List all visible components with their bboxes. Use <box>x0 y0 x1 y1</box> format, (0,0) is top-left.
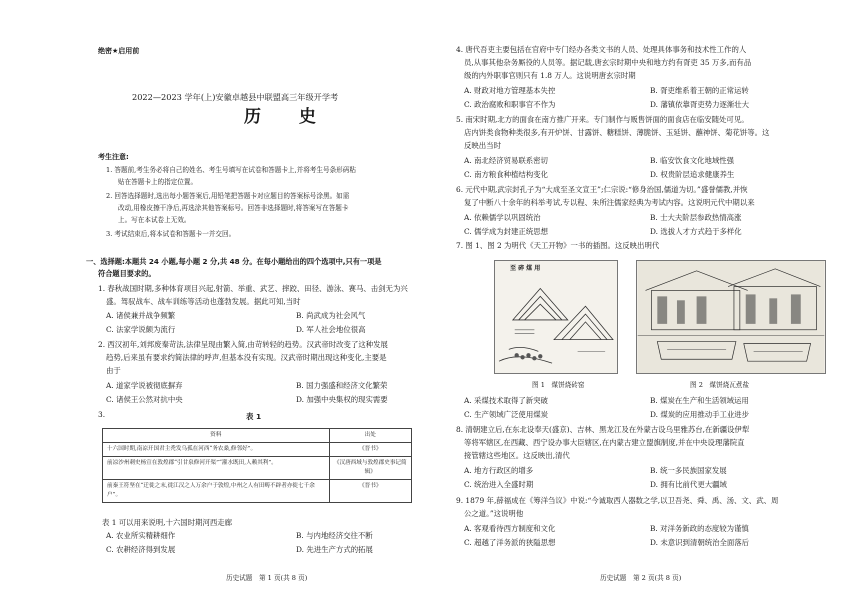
question-7-option-b[interactable]: B. 煤炭在生产和生活领域运用 <box>650 396 749 405</box>
question-3-number: 3. <box>98 410 106 419</box>
notice-line: 上。写在本试卷上无效。 <box>118 216 191 224</box>
question-8-option-c[interactable]: C. 统治进入全盛时期 <box>464 480 534 489</box>
question-7-stem: 7. 图 1、图 2 为明代《天工开物》一书的插图。这反映出明代 <box>456 241 660 250</box>
notice-line: 3. 考试结束后,将本试卷和答题卡一并交回。 <box>106 230 236 238</box>
secret-label: 绝密★启用前 <box>98 47 140 55</box>
table-cell: 《汉唐西域与敦煌郡史事记简辑》 <box>333 460 407 475</box>
question-1-option-c[interactable]: C. 法家学说颇为流行 <box>106 325 176 334</box>
table-cell: 《晋书》 <box>359 446 382 452</box>
notice-line: 2. 回答选择题时,选出每小题答案后,用铅笔把答题卡对应题目的答案标号涂黑。如需 <box>106 192 350 200</box>
question-3-option-a[interactable]: A. 农业所实精耕细作 <box>106 531 176 540</box>
question-5-stem: 店内饼类食物种类很多,有开炉饼、甘露饼、糖糕饼、薄脆饼、玉延饼、蘸神饼、菊花饼等。这 <box>464 128 770 137</box>
question-8-option-d[interactable]: D. 拥有比前代更大疆域 <box>650 480 727 489</box>
notice-line: 贴在答题卡上的指定位置。 <box>118 178 198 186</box>
table-header-cell: 出处 <box>364 432 376 438</box>
question-4-option-c[interactable]: C. 政治腐败和职事官不作为 <box>464 100 556 109</box>
kiln-illustration <box>495 261 617 373</box>
figure-1-title: 至 碎 煤 用 <box>510 265 541 272</box>
question-1-option-a[interactable]: A. 诸侯兼并战争频繁 <box>106 311 176 320</box>
question-9-stem: 公之道。”这说明他 <box>464 509 524 518</box>
question-1-stem: 盛。驾驭战车、战车训练等活动也蓬勃发展。据此可知,当时 <box>106 297 301 306</box>
table-row <box>103 442 411 456</box>
question-5-stem: 5. 南宋时期,北方的面食在南方推广开来。专门制作与贩售饼面的面食店在临安随处可见。 <box>456 115 749 124</box>
question-8-option-b[interactable]: B. 统一多民族国家发展 <box>650 466 727 475</box>
subject-title: 历 史 <box>244 107 332 127</box>
question-8-stem: 等将军辖区,在西藏、西宁设办事大臣辖区,在内蒙古建立盟旗制度,并在中央设理藩院直 <box>464 438 745 447</box>
question-5-option-d[interactable]: D. 权贵阶层追求健康养生 <box>650 170 735 179</box>
question-1-stem: 1. 春秋战国时期,多种体育项目兴起,射箭、举重、武艺、摔跤、田径、游泳、赛马、击剑无为兴 <box>98 284 408 293</box>
question-4-stem: 级的内外职事官则只有 1.8 万人。这说明唐玄宗时期 <box>464 71 636 80</box>
question-9-option-d[interactable]: D. 未意识到清朝统治全面落后 <box>650 538 750 547</box>
question-4-stem: 员,从事其他杂务厮役的人员等。据记载,唐玄宗时期中央和地方约有胥吏 35 万多,而有品 <box>464 58 752 67</box>
question-4-stem: 4. 唐代吾吏主要包括在官府中专门经办各类文书的人员、处理具体事务和技术性工作的人 <box>456 45 747 54</box>
notice-title: 考生注意: <box>98 153 129 161</box>
question-6-option-a[interactable]: A. 依赖儒学以巩固统治 <box>464 213 541 222</box>
question-1-option-b[interactable]: B. 尚武成为社会风气 <box>296 311 366 320</box>
table-cell: 《晋书》 <box>359 483 382 489</box>
question-2-option-d[interactable]: D. 加强中央集权的现实需要 <box>296 395 388 404</box>
question-8-option-a[interactable]: A. 地方行政区的增多 <box>464 466 534 475</box>
question-9-option-a[interactable]: A. 客观看待西方制度和文化 <box>464 524 556 533</box>
figure-2-caption: 图 2 煤饼烧瓦煮盐 <box>690 381 750 389</box>
question-2-option-a[interactable]: A. 道家学说被彻底摒弃 <box>106 381 183 390</box>
question-2-option-c[interactable]: C. 诸侯王公然对抗中央 <box>106 395 183 404</box>
question-3-stem: 表 1 可以用来说明,十六国时期河西走廊 <box>102 518 233 527</box>
page-footer: 历史试题 第 2 页(共 8 页) <box>600 574 682 582</box>
question-6-option-c[interactable]: C. 儒学成为封建正统思想 <box>464 227 548 236</box>
question-2-stem: 趋势,后来虽有要求约简法律的呼声,但基本没有实现。汉武帝时期出现这种变化,主要是 <box>106 353 387 362</box>
table-title: 表 1 <box>246 412 262 421</box>
question-6-option-b[interactable]: B. 士大夫阶层参政热情高涨 <box>650 213 742 222</box>
question-3-option-b[interactable]: B. 与内地经济交往不断 <box>296 531 373 540</box>
question-9-option-b[interactable]: B. 对洋务新政的态度较为谨慎 <box>650 524 749 533</box>
figure-2-illustration <box>636 260 826 374</box>
figure-1-caption: 图 1 煤饼烧砖窑 <box>532 381 585 389</box>
question-5-option-c[interactable]: C. 南方粮食种植结构变化 <box>464 170 548 179</box>
question-7-option-c[interactable]: C. 生产领域广泛使用煤炭 <box>464 410 548 419</box>
question-3-option-d[interactable]: D. 先进生产方式的拓展 <box>296 545 373 554</box>
table-row <box>103 456 411 479</box>
question-3-option-c[interactable]: C. 农耕经济得到发展 <box>106 545 176 554</box>
question-8-stem: 8. 清朝建立后,在东北设奉天(盛京)、吉林、黑龙江及在外蒙古设乌里雅苏台,在新疆设伊犁 <box>456 425 750 434</box>
salt-boiling-illustration <box>637 261 825 373</box>
section-title-cont: 符合题目要求的。 <box>98 269 156 278</box>
question-1-option-d[interactable]: D. 军人社会地位很高 <box>296 325 366 334</box>
page-footer: 历史试题 第 1 页(共 8 页) <box>226 574 308 582</box>
table-row <box>103 479 411 502</box>
figure-1-illustration <box>494 260 618 374</box>
question-4-option-a[interactable]: A. 财政对地方管理基本失控 <box>464 86 556 95</box>
right-page <box>430 0 860 608</box>
question-6-stem: 复了中断八十余年的科举考试,专以程、朱所注儒家经典为考试内容。这说明元代中期以来 <box>464 198 755 207</box>
question-5-option-b[interactable]: B. 临安饮食文化地域性强 <box>650 156 735 165</box>
question-8-stem: 接管辖这些地区。这反映出,清代 <box>464 451 570 460</box>
table-cell: 前秦王符坚在“迁徙之末,徙江汉之人万余户于敦煌,中州之人有田畴不辟者亦徙七千余户”。 <box>103 480 330 502</box>
question-7-option-a[interactable]: A. 采煤技术取得了新突破 <box>464 396 548 405</box>
notice-line: 1. 答题前,考生务必将自己的姓名、考生号填写在试卷和答题卡上,并将考生号条形码粘 <box>106 166 356 174</box>
question-9-option-c[interactable]: C. 超越了洋务派的狭隘思想 <box>464 538 556 547</box>
data-table <box>102 428 412 503</box>
question-7-option-d[interactable]: D. 煤炭的应用推动手工业进步 <box>650 410 750 419</box>
table-cell: 十六国时期,南凉开国君主秃发乌孤在河西“务农桑,修邻好”。 <box>103 443 330 456</box>
question-2-option-b[interactable]: B. 国力强盛和经济文化繁荣 <box>296 381 388 390</box>
question-2-stem: 由于 <box>106 366 121 375</box>
question-4-option-d[interactable]: D. 藩镇依靠胥吏势力逐渐壮大 <box>650 100 750 109</box>
section-title: 一、选择题:本题共 24 小题,每小题 2 分,共 48 分。在每小题给出的四个选项中,只有一项是 <box>86 257 382 266</box>
table-cell: 前凉沙州刺史杨宣在敦煌郡“引甘泉修河开渠”“灌水既田,人赖其利”。 <box>103 457 330 479</box>
question-4-option-b[interactable]: B. 胥吏维系着王朝的正常运转 <box>650 86 749 95</box>
question-2-stem: 2. 西汉初年,刘邦废秦苛法,法律呈现由繁入简,由苛转轻的趋势。汉武帝时改变了这种发展 <box>98 340 388 349</box>
table-header-row <box>103 429 411 442</box>
notice-line: 改动,用橡皮擦干净后,再选涂其他答案标号。回答非选择题时,将答案写在答题卡 <box>118 204 349 212</box>
exam-title: 2022—2023 学年(上)安徽卓越县中联盟高三年级开学考 <box>132 92 339 102</box>
question-5-stem: 反映出当时 <box>464 141 501 150</box>
question-6-option-d[interactable]: D. 选拔人才方式趋于多样化 <box>650 227 742 236</box>
question-5-option-a[interactable]: A. 南北经济贸易联系密切 <box>464 156 548 165</box>
question-6-stem: 6. 元代中期,武宗封孔子为“大成至圣文宣王”;仁宗说:“修身治国,儒道为切。”盛誉儒教,并恢 <box>456 185 748 194</box>
table-header-cell: 资料 <box>103 429 330 442</box>
question-9-stem: 9. 1879 年,薛福成在《筹洋刍议》中说:“今诚取西人器数之学,以卫吾尧、舜、禹、汤、文、武、周 <box>456 496 779 505</box>
